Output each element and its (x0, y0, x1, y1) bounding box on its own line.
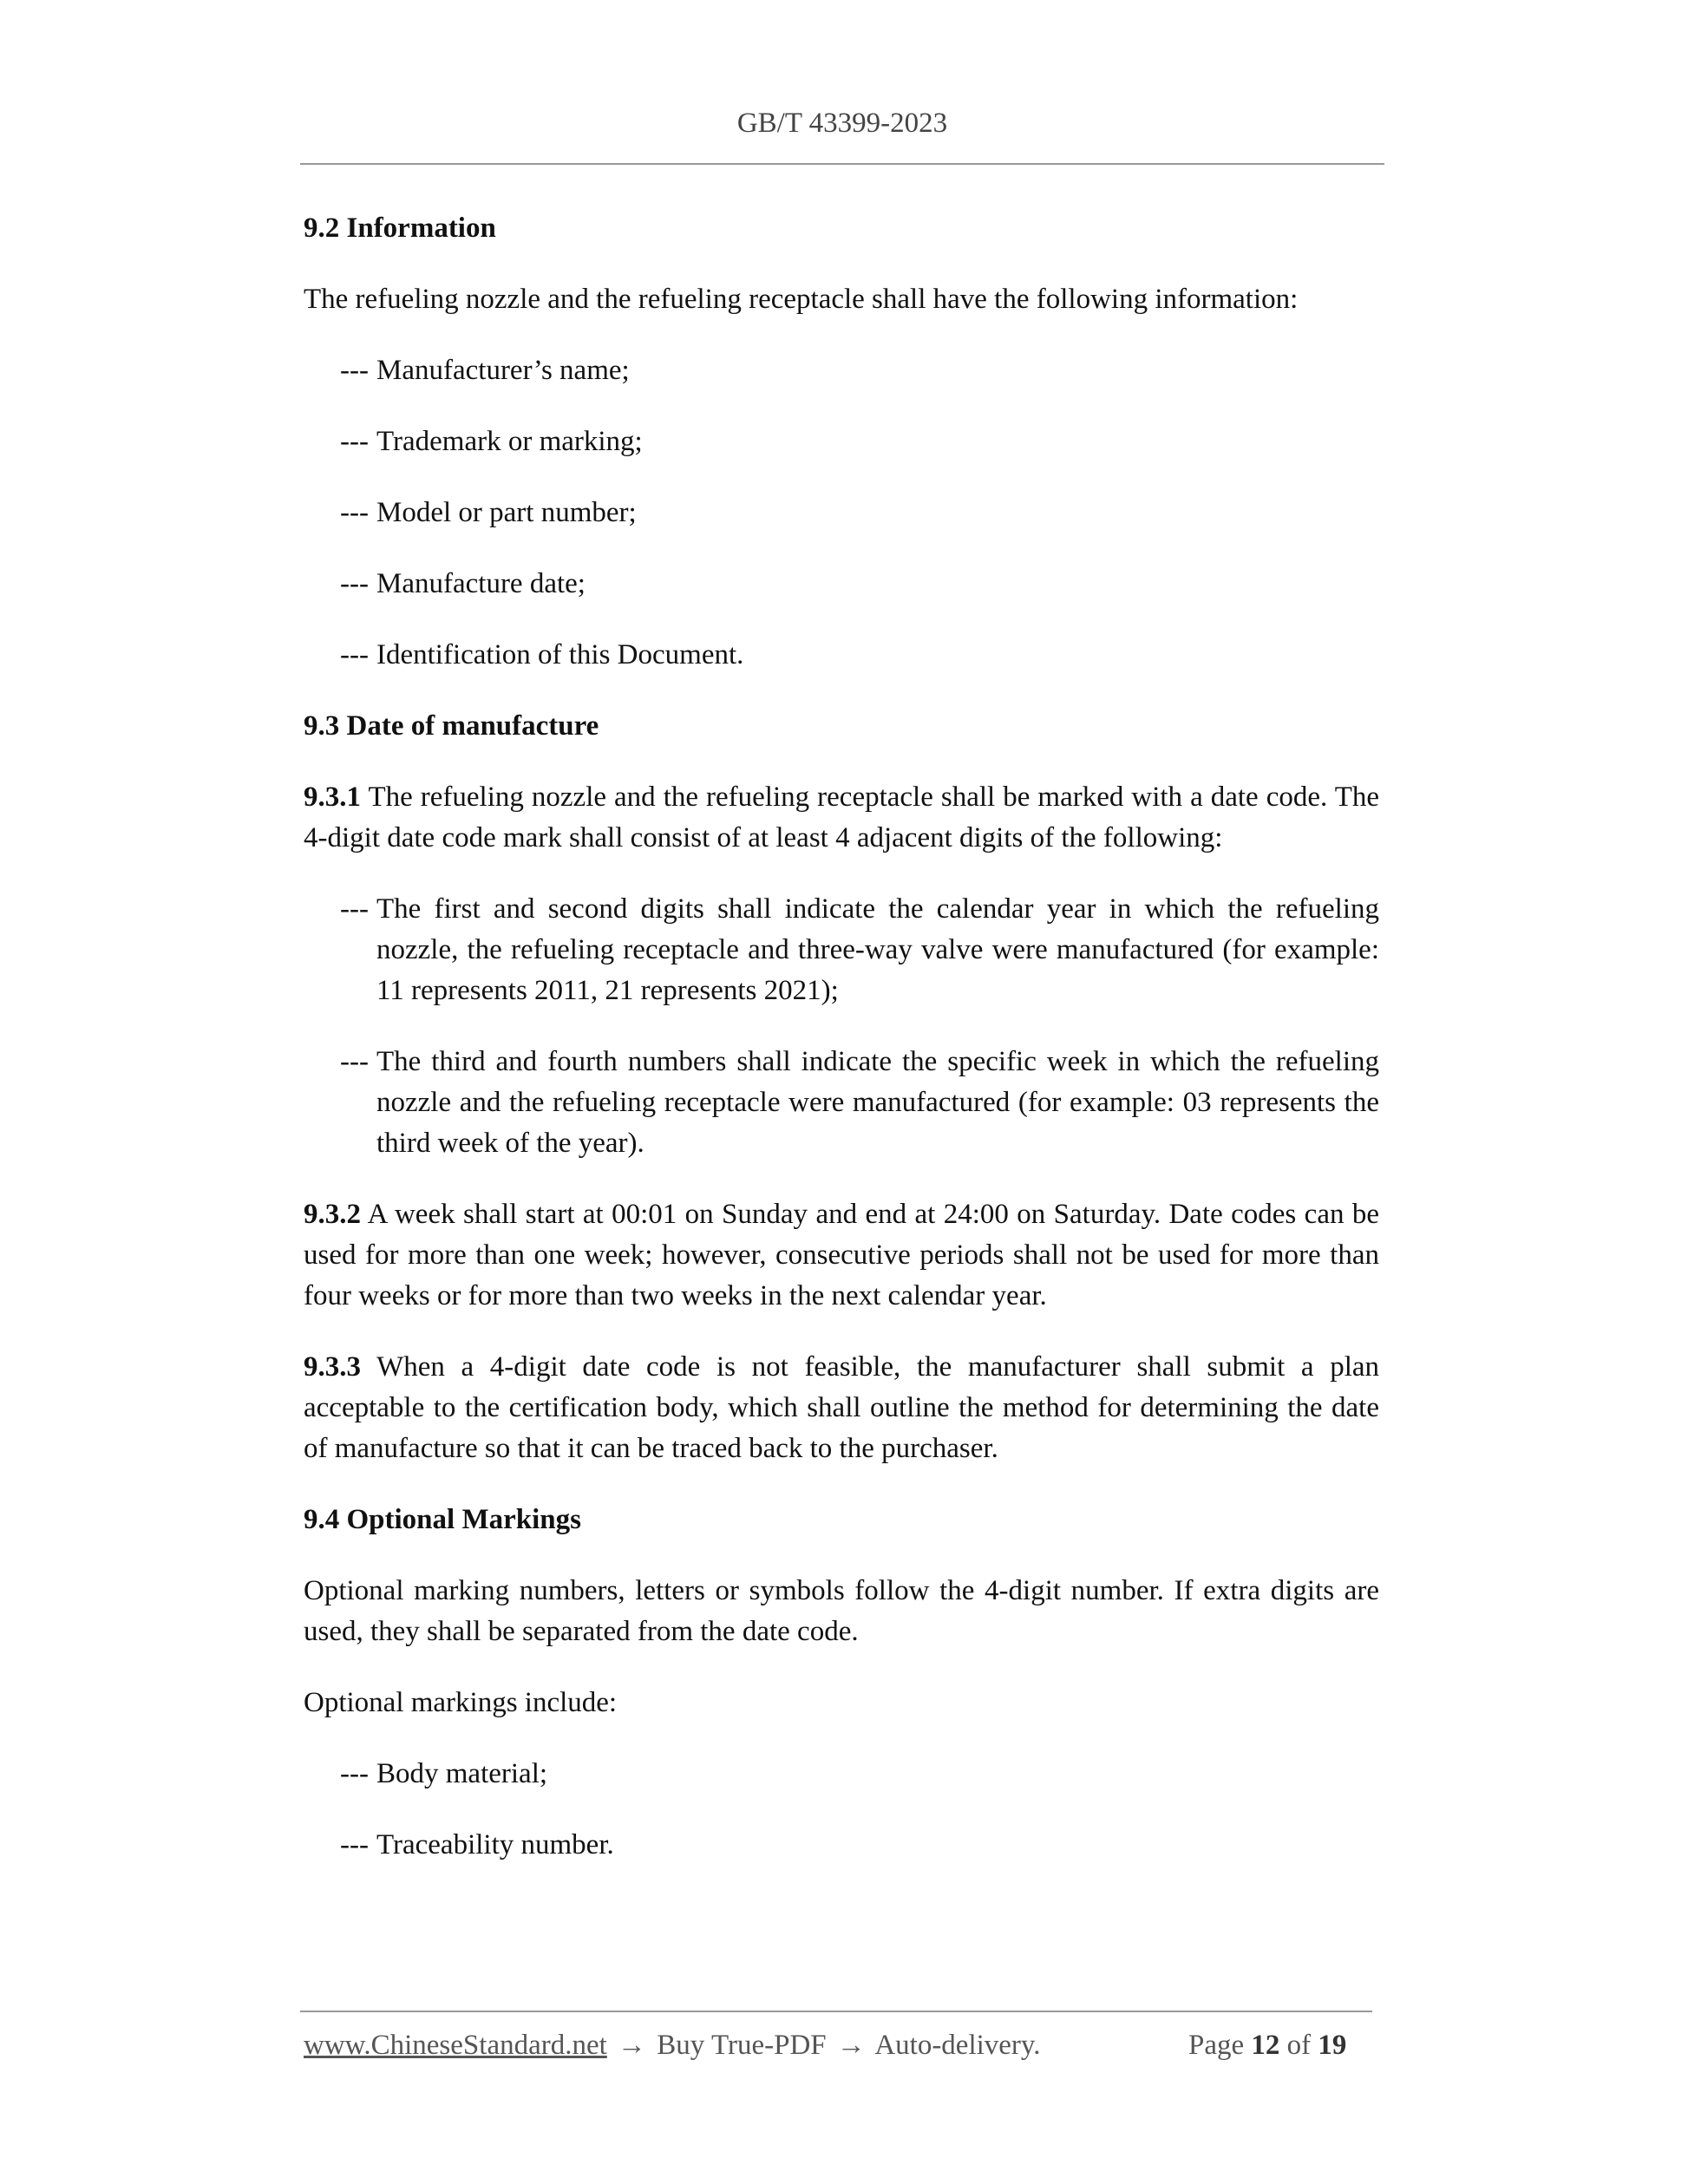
page-header-doc-id: GB/T 43399-2023 (736, 108, 948, 139)
paragraph-9-4-p2: Optional markings include: (304, 1687, 618, 1718)
list-item (340, 493, 1379, 533)
footer-promo (304, 2030, 1041, 2062)
section-heading-9-2: 9.2 Information (304, 213, 496, 244)
arrow-right-icon: → (618, 2030, 647, 2061)
clause-number: 9.3.1 (304, 781, 361, 813)
list-item-text: The first and second digits shall indicate the calendar year in which the refueling nozzle, the refueling receptacle and three-way valve were manufactured (for example: 11 represents 2011, 21 represents 2021); (376, 893, 1379, 1006)
paragraph-9-4-p1: Optional marking numbers, letters or symbols follow the 4-digit number. If extra digits are used, they shall be separated from the date code. (304, 1575, 1379, 1647)
list-item-text: Manufacture date; (376, 568, 586, 599)
list-item (340, 635, 1379, 676)
of-label: of (1286, 2030, 1312, 2061)
list-item-text: Manufacturer’s name; (376, 355, 630, 386)
page-total: 19 (1318, 2030, 1347, 2061)
page-label: Page (1188, 2030, 1245, 2061)
list-item-text: Trademark or marking; (376, 426, 643, 457)
clause-number: 9.3.3 (304, 1351, 361, 1383)
clause-text: The refueling nozzle and the refueling receptacle shall be marked with a date code. The 4-digit date code mark shall consist of at least 4 adjacent digits of the following: (304, 781, 1380, 853)
clause-9-3-2 (304, 1194, 1379, 1317)
list-item-text: The third and fourth numbers shall indicate the specific week in which the refueling nozzle and the refueling receptacle were manufactured (for example: 03 represents the third week of the year). (376, 1046, 1379, 1159)
list-item (340, 889, 1379, 1011)
list-item-text: Model or part number; (376, 497, 637, 528)
header-divider (300, 163, 1384, 165)
document-body (304, 208, 1379, 1896)
bullet-dash: --- (340, 893, 369, 925)
bullet-dash: --- (340, 568, 369, 599)
clause-9-3-1 (304, 777, 1379, 859)
website-link[interactable]: www.ChineseStandard.net (304, 2030, 607, 2061)
bullet-dash: --- (340, 426, 369, 457)
list-item (340, 1754, 1379, 1795)
auto-delivery-text: Auto-delivery. (874, 2030, 1041, 2061)
bullet-dash: --- (340, 1046, 369, 1077)
list-item (340, 1042, 1379, 1164)
bullet-dash: --- (340, 1829, 369, 1860)
bullet-dash: --- (340, 355, 369, 386)
clause-number: 9.3.2 (304, 1199, 361, 1230)
list-item-text: Traceability number. (376, 1829, 614, 1860)
page-current: 12 (1251, 2030, 1280, 2061)
list-item-text: Identification of this Document. (376, 639, 744, 670)
footer-divider (300, 2011, 1372, 2012)
page-number (1188, 2030, 1346, 2062)
list-item (340, 564, 1379, 605)
section-heading-9-3: 9.3 Date of manufacture (304, 710, 599, 742)
list-item (340, 1825, 1379, 1866)
clause-text: A week shall start at 00:01 on Sunday and end at 24:00 on Saturday. Date codes can be used for more than one week; however, consecutive periods shall not be used for more than four weeks or for more than two weeks in the next calendar year. (304, 1199, 1379, 1311)
clause-text: When a 4-digit date code is not feasible, the manufacturer shall submit a plan acceptable to the certification body, which shall outline the method for determining the date of manufacture so that it can be traced back to the purchaser. (304, 1351, 1380, 1464)
buy-true-pdf-text: Buy True-PDF (657, 2030, 827, 2061)
bullet-dash: --- (340, 497, 369, 528)
section-heading-9-4: 9.4 Optional Markings (304, 1504, 581, 1535)
list-item (340, 350, 1379, 391)
bullet-dash: --- (340, 639, 369, 670)
list-item-text: Body material; (376, 1758, 548, 1789)
arrow-right-icon: → (836, 2030, 866, 2061)
bullet-dash: --- (340, 1758, 369, 1789)
clause-9-3-3 (304, 1347, 1379, 1469)
list-item (340, 422, 1379, 462)
paragraph-9-2-intro: The refueling nozzle and the refueling receptacle shall have the following information: (304, 284, 1299, 315)
